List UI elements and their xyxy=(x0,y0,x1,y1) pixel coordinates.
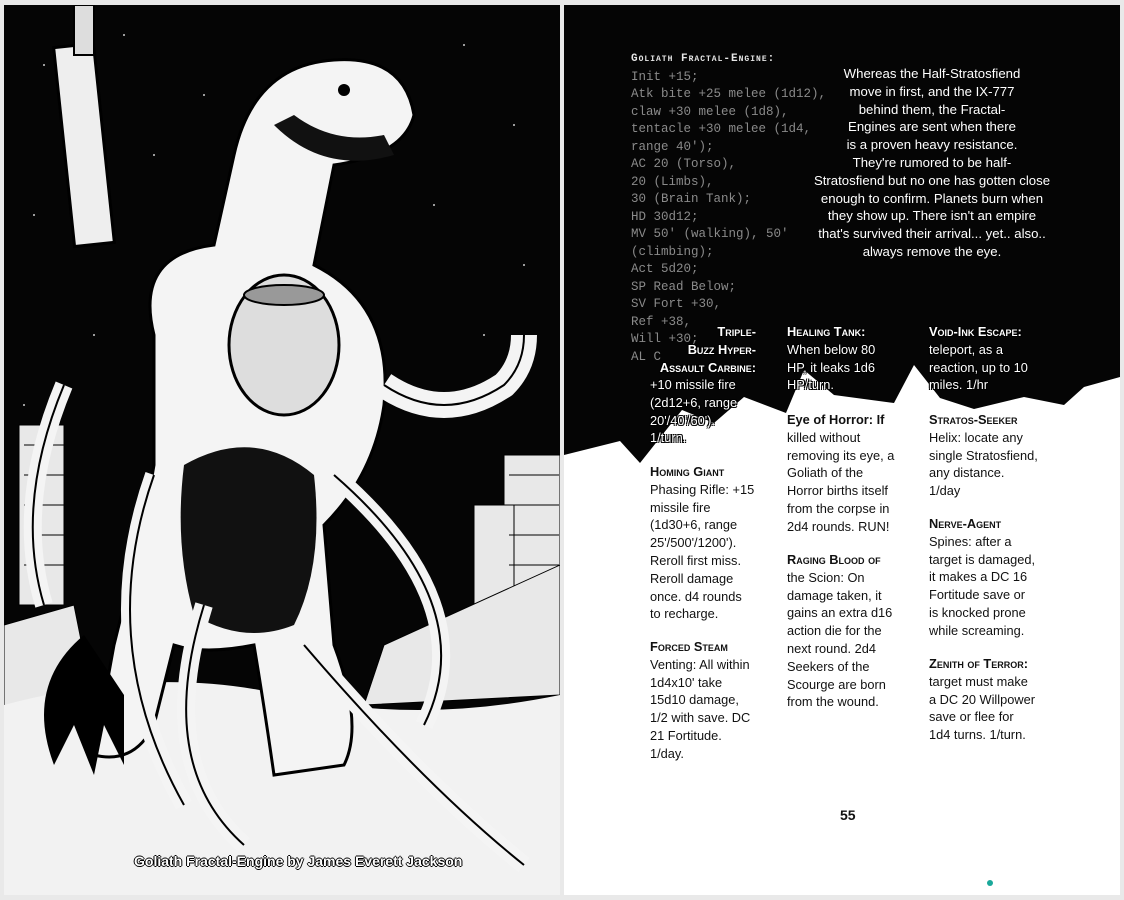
ability-healing-tank xyxy=(787,323,907,394)
stat-line: tentacle +30 melee (1d4, xyxy=(631,122,812,136)
ability-text-line: miles. 1/hr xyxy=(929,377,989,393)
ability-text-line: to recharge. xyxy=(650,606,719,622)
ability-text-line: HP/turn. xyxy=(787,377,834,393)
ability-text-line: action die for the xyxy=(787,623,882,639)
stat-line: MV 50' (walking), 50' xyxy=(631,227,789,241)
stat-block-title: Goliath Fractal-Engine: xyxy=(631,53,776,65)
ability-eye-of-horror xyxy=(787,411,917,536)
stat-line: HD 30d12; xyxy=(631,209,699,224)
ability-nerve-agent xyxy=(929,515,1069,640)
right-page xyxy=(564,5,1120,895)
ability-homing-rifle xyxy=(650,463,780,623)
ability-text-line: 20'/40'/60'). xyxy=(650,412,715,428)
intro-line: Whereas the Half-Stratosfiend xyxy=(843,66,1021,81)
ability-text-line: 1d4x10' take xyxy=(650,674,723,690)
ability-text-line: Scourge are born xyxy=(787,676,886,692)
intro-paragraph xyxy=(801,65,1063,261)
ability-name: Raging Blood of xyxy=(787,552,881,567)
ability-text-line: while screaming. xyxy=(929,622,1025,638)
ability-text-line: is knocked prone xyxy=(929,604,1026,620)
ability-text-line: (1d30+6, range xyxy=(650,517,738,533)
left-page-illustration xyxy=(4,5,560,895)
ability-name: Void-Ink Escape: xyxy=(929,324,1022,339)
ability-text-line: Fortitude save or xyxy=(929,587,1026,603)
stat-line: 30 (Brain Tank); xyxy=(631,192,752,206)
ability-text-line: save or flee for xyxy=(929,709,1014,725)
stat-line: Init +15; xyxy=(631,69,699,84)
ability-text-line: damage taken, it xyxy=(787,587,882,603)
ability-name: Nerve-Agent xyxy=(929,516,1002,531)
ability-name: Homing Giant xyxy=(650,464,725,479)
ability-name: Eye of Horror: If xyxy=(787,412,885,427)
intro-line: always remove the eye. xyxy=(862,243,1002,259)
ability-text-line: gains an extra d16 xyxy=(787,605,893,621)
ability-stratos-seeker xyxy=(929,411,1069,500)
ability-text-line: Seekers of the xyxy=(787,658,870,674)
ability-text-line: next round. 2d4 xyxy=(787,640,876,656)
page-indicator-dot[interactable] xyxy=(987,880,993,886)
ability-text-line: a DC 20 Willpower xyxy=(929,691,1035,707)
ability-forced-steam xyxy=(650,638,780,763)
ability-text-line: killed without xyxy=(787,429,861,445)
stat-line: (climbing); xyxy=(631,244,714,259)
ability-raging-blood xyxy=(787,551,917,711)
ability-text-line: (2d12+6, range xyxy=(650,394,738,410)
ability-text-line: 1/day xyxy=(929,483,961,499)
ability-text-line: 1d4 turns. 1/turn. xyxy=(929,727,1026,743)
intro-line: behind them, the Fractal- xyxy=(858,101,1006,117)
ability-text-line: Venting: All within xyxy=(650,656,750,672)
intro-line: is a proven heavy resistance. xyxy=(846,137,1018,153)
intro-line: Engines are sent when there xyxy=(848,119,1016,135)
ability-text-line: from the corpse in xyxy=(787,500,890,516)
stat-line: range 40'); xyxy=(631,139,714,154)
ability-text-line: target is damaged, xyxy=(929,551,1035,567)
illustration-caption: Goliath Fractal-Engine by James Everett Jackson xyxy=(134,853,463,869)
ability-text-line: HP, it leaks 1d6 xyxy=(787,359,875,375)
page-number: 55 xyxy=(840,807,856,823)
ability-text-line: 1/turn. xyxy=(650,430,687,446)
stat-line: Atk bite +25 melee (1d12), xyxy=(631,87,827,101)
ability-name: Assault Carbine: xyxy=(659,359,756,375)
intro-line: they show up. There isn't an empire xyxy=(827,208,1037,224)
ability-text-line: Spines: after a xyxy=(929,533,1012,549)
ability-name: Forced Steam xyxy=(650,639,728,654)
intro-line: move in first, and the IX-777 xyxy=(849,83,1015,99)
ability-text-line: 1/2 with save. DC xyxy=(650,710,751,726)
ability-text-line: Phasing Rifle: +15 xyxy=(650,481,755,497)
stat-line: claw +30 melee (1d8), xyxy=(631,104,789,119)
ability-text-line: 15d10 damage, xyxy=(650,692,739,708)
intro-line: that's survived their arrival... yet.. also.. xyxy=(818,226,1046,242)
stat-line: 20 (Limbs), xyxy=(631,174,714,189)
ability-text-line: reaction, up to 10 xyxy=(929,359,1028,375)
monster-illustration xyxy=(4,5,560,895)
ability-text-line: once. d4 rounds xyxy=(650,588,742,604)
ability-text-line: Helix: locate any xyxy=(929,429,1023,445)
ability-text-line: missile fire xyxy=(650,499,711,515)
ability-text-line: +10 missile fire xyxy=(650,377,736,392)
ability-text-line: target must make xyxy=(929,673,1028,689)
ability-name: Buzz Hyper- xyxy=(687,341,756,357)
ability-text-line: 21 Fortitude. xyxy=(650,727,722,743)
ability-text-line: Horror births itself xyxy=(787,483,888,499)
ability-text-line: Reroll damage xyxy=(650,570,734,586)
ability-name: Zenith of Terror: xyxy=(929,656,1029,671)
ability-name: Triple- xyxy=(717,324,756,339)
ability-zenith-of-terror xyxy=(929,655,1069,744)
stat-line: Will +30; xyxy=(631,332,699,346)
ability-text-line: 2d4 rounds. RUN! xyxy=(787,518,890,534)
ability-name: Stratos-Seeker xyxy=(929,412,1018,427)
stat-line: SV Fort +30, xyxy=(631,297,722,311)
ability-text-line: any distance. xyxy=(929,465,1005,481)
stat-line: AL C xyxy=(631,349,662,364)
intro-line: enough to confirm. Planets burn when xyxy=(820,190,1044,206)
ability-text-line: Reroll first miss. xyxy=(650,552,742,568)
ability-text-line: the Scion: On xyxy=(787,569,865,585)
ability-text-line: 25'/500'/1200'). xyxy=(650,535,737,551)
stat-line: AC 20 (Torso), xyxy=(631,157,737,171)
ability-text-line: teleport, as a xyxy=(929,341,1003,357)
ability-text-line: 1/day. xyxy=(650,745,684,761)
intro-line: They're rumored to be half- xyxy=(852,154,1012,170)
ability-text-line: When below 80 xyxy=(787,341,876,357)
stat-line: Act 5d20; xyxy=(631,262,699,276)
ability-text-line: Goliath of the xyxy=(787,465,864,481)
intro-line: Stratosfiend but no one has gotten close xyxy=(813,172,1051,188)
ability-triple-buzz-carbine xyxy=(636,323,756,376)
ability-text-line: single Stratosfiend, xyxy=(929,447,1038,463)
stat-line: SP Read Below; xyxy=(631,279,737,294)
ability-text-line: removing its eye, a xyxy=(787,447,895,463)
ability-text-line: it makes a DC 16 xyxy=(929,569,1028,585)
stat-line: Ref +38, xyxy=(631,314,692,329)
ability-triple-buzz-carbine-text xyxy=(650,376,770,447)
ability-void-ink-escape xyxy=(929,323,1069,394)
ability-name: Healing Tank: xyxy=(787,324,866,339)
ability-text-line: from the wound. xyxy=(787,694,879,710)
